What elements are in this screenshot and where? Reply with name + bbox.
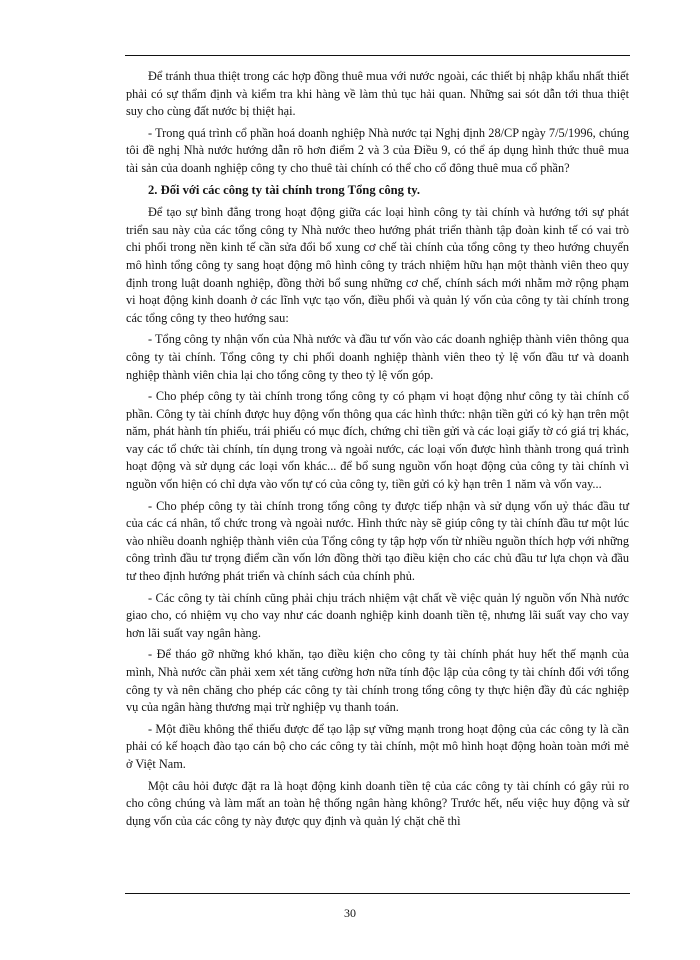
paragraph-7: - Các công ty tài chính cũng phải chịu trách nhiệm vật chất về việc quản lý nguồn vốn Nhà nước giao cho, có nhiệm vụ cho vay như các doanh nghiệp kinh doanh tiền tệ, nhưng lãi suất vay cho vay hơn lãi suất vay ngân hàng. <box>126 590 629 640</box>
page-body <box>126 68 629 834</box>
paragraph-10: Một câu hỏi được đặt ra là hoạt động kinh doanh tiền tệ của các công ty tài chính có gây rủi ro cho công chúng và làm mất an toàn hệ thống ngân hàng không? Trước hết, nếu việc huy động và sử dụng vốn của các công ty này được quy định và quản lý chặt chẽ thì <box>126 778 629 828</box>
paragraph-4: - Tổng công ty nhận vốn của Nhà nước và đầu tư vốn vào các doanh nghiệp thành viên thông qua công ty tài chính. Tổng công ty chi phối doanh nghiệp thành viên theo tỷ lệ vốn đầu tư và doanh nghiệp thành viên chia lại cho tổng công ty theo tỷ lệ vốn góp. <box>126 332 629 382</box>
paragraph-6: - Cho phép công ty tài chính trong tổng công ty được tiếp nhận và sử dụng vốn uỷ thác đầu tư của các cá nhân, tổ chức trong và ngoài nước. Hình thức này sẽ giúp công ty tài chính đầu tư một lúc vào nhiều doanh nghiệp thành viên của Tổng công ty tập hợp vốn từ nhiều nguồn thích hợp với những công trình đầu tư trọng điểm cần vốn lớn đồng thời tạo điều kiện cho các chủ đầu tư lựa chọn và đầu tư theo định hướng phát triển và chính sách của chính phủ. <box>126 498 629 584</box>
page-number: 30 <box>344 906 356 920</box>
paragraph-1: Để tránh thua thiệt trong các hợp đồng thuê mua với nước ngoài, các thiết bị nhập khẩu nhất thiết phải có sự thẩm định và kiểm tra khi hàng về làm thủ tục hải quan. Những sai sót dẫn tới thua thiệt suy cho cùng đất nước bị thiệt hại. <box>126 69 629 119</box>
paragraph-9: - Một điều không thể thiếu được để tạo lập sự vững mạnh trong hoạt động của các công ty là cần phải có kế hoạch đào tạo cán bộ cho các công ty tài chính, một mô hình hoạt động hoàn toàn mới mẻ ở Việt Nam. <box>126 721 629 771</box>
paragraph-5: - Cho phép công ty tài chính trong tổng công ty có phạm vi hoạt động như công ty tài chính cổ phần. Công ty tài chính được huy động vốn thông qua các hình thức: nhận tiền gửi có kỳ hạn trên một năm, phát hành tín phiếu, trái phiếu có mục đích, chứng chỉ tiền gửi và các loại giấy tờ có giá trị khác, vay các tổ chức tài chính, tín dụng trong và ngoài nước, các loại vốn được hình thành trong quá trình hoạt động và sử dụng các loại vốn khác... để bổ sung nguồn vốn hoạt động của công ty tài chính vì nguồn vốn hiện có chỉ dựa vào vốn tự có của công ty, tiền gửi có kỳ hạn trên 1 năm và vốn vay... <box>126 389 629 492</box>
paragraph-8: - Để tháo gỡ những khó khăn, tạo điều kiện cho công ty tài chính phát huy hết thế mạnh của mình, Nhà nước cần phải xem xét tăng cường hơn nữa tính độc lập của công ty tài chính đối với tổng công ty và nên chăng cho phép các công ty tài chính trong tổng công ty thực hiện đầy đủ các nghiệp vụ của ngân hàng thương mại trừ nghiệp vụ thanh toán. <box>126 647 629 715</box>
paragraph-2: - Trong quá trình cổ phần hoá doanh nghiệp Nhà nước tại Nghị định 28/CP ngày 7/5/1996, chúng tôi đề nghị Nhà nước hướng dẫn rõ hơn điểm 2 và 3 của Điều 9, có thể áp dụng hình thức thuê mua tài sản của doanh nghiệp công ty cho thuê tài chính có thể cho cổ đông thuê mua cổ phần? <box>126 125 629 175</box>
footer-rule <box>125 893 630 894</box>
header-rule <box>125 55 630 56</box>
section-heading: 2. Đối với các công ty tài chính trong Tổng công ty. <box>148 182 421 197</box>
paragraph-3: Để tạo sự bình đẳng trong hoạt động giữa các loại hình công ty tài chính và hướng tới sự phát triển sau này của các tổng công ty Nhà nước theo hướng phát triển thành tập đoàn kinh tế có vai trò chi phối trong nền kinh tế cần sửa đổi bổ xung cơ chế tài chính của tổng công ty theo hướng chuyển mô hình tổng công ty sang hoạt động mô hình công ty trách nhiệm hữu hạn một thành viên theo quy định trong luật doanh nghiệp, đồng thời bổ sung những cơ chế, chính sách mới nhằm mở rộng phạm vi hoạt động kinh doanh ở các lĩnh vực tạo vốn, điều phối và quản lý vốn của công ty tài chính trong các tổng công ty theo hướng sau: <box>126 205 629 325</box>
